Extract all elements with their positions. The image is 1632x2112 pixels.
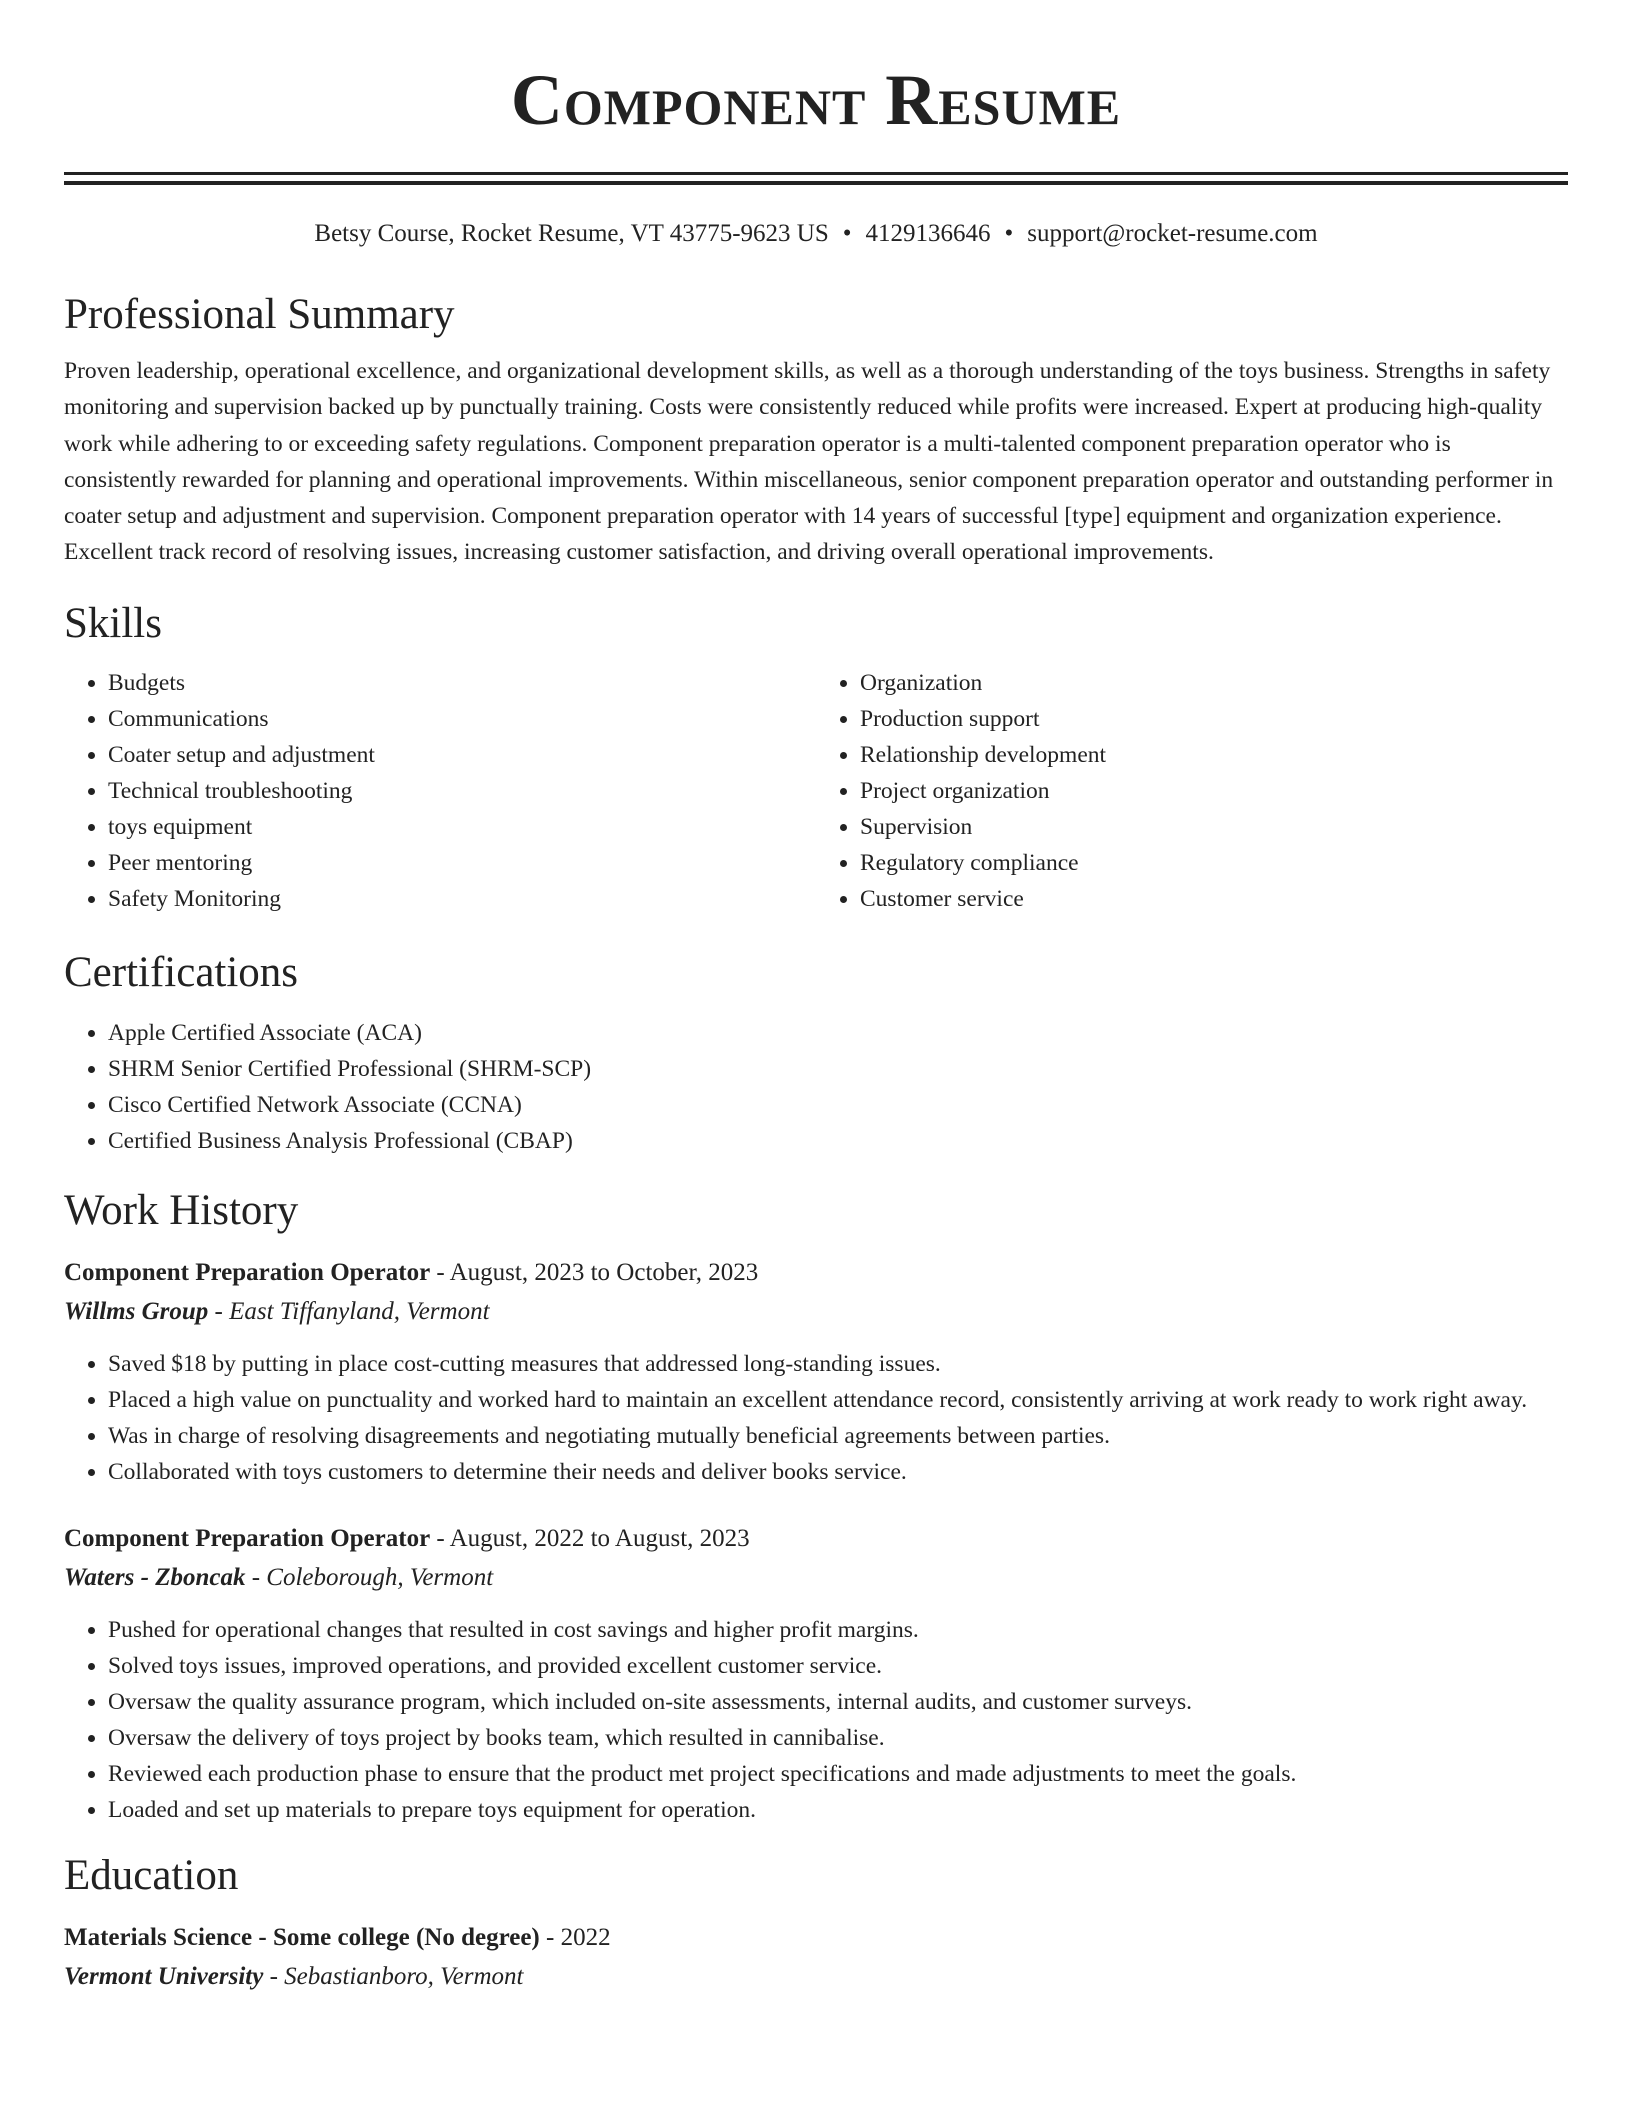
certification-item: • Certified Business Analysis Professional (CBAP) [108,1123,1568,1159]
job-bullet: • Oversaw the quality assurance program, which included on-site assessments, internal audits, and customer surveys. [108,1684,1568,1720]
education-location: - Sebastianboro, Vermont [263,1962,524,1990]
education-year: - 2022 [539,1923,611,1951]
job-bullet: • Loaded and set up materials to prepare toys equipment for operation. [108,1792,1568,1828]
education-school: Vermont University [64,1962,264,1990]
education-degree: Materials Science - Some college (No degree) [64,1923,540,1951]
skill-item: • Safety Monitoring [108,881,816,917]
skills-list-right [816,665,1568,917]
skill-item: • Budgets [108,665,816,701]
job-location: - East Tiffanyland, Vermont [208,1297,490,1325]
job-dates: - August, 2022 to August, 2023 [430,1524,750,1552]
skill-item: • Regulatory compliance [860,845,1568,881]
job-title: Component Preparation Operator [64,1258,431,1286]
job-company: Willms Group [64,1297,209,1325]
skill-item: • Project organization [860,773,1568,809]
work-history-heading: Work History [64,1186,299,1234]
certifications-list [64,1015,1568,1159]
education-heading: Education [64,1851,239,1899]
resume-title: Component Resume [510,60,1122,140]
skill-item: • Coater setup and adjustment [108,737,816,773]
job-bullet: • Saved $18 by putting in place cost-cutting measures that addressed long-standing issues. [108,1346,1568,1382]
skill-item: • Communications [108,701,816,737]
summary-text: Proven leadership, operational excellence, and organizational development skills, as well as a thorough understanding of the toys business. Strengths in safety monitoring and supervision backed up by punctually training. Costs were consistently reduced while profits were increased. Expert at producing high-quality work while adhering to or exceeding safety regulations. Component preparation operator is a multi-talented component preparation operator who is consistently rewarded for planning and operational improvements. Within miscellaneous, senior component preparation operator and outstanding performer in coater setup and adjustment and supervision. Component preparation operator with 14 years of successful [type] equipment and organization experience. Excellent track record of resolving issues, increasing customer satisfaction, and driving overall operational improvements. [64,358,1554,566]
job-bullet: • Collaborated with toys customers to determine their needs and deliver books service. [108,1454,1568,1490]
job-bullet: • Pushed for operational changes that resulted in cost savings and higher profit margins. [108,1612,1568,1648]
certifications-heading: Certifications [64,948,299,996]
work-history-section [64,1185,1568,1828]
education-section [64,1850,1568,1994]
job-company: Waters - Zboncak [64,1563,246,1591]
skill-item: • Customer service [860,881,1568,917]
job-bullet: • Solved toys issues, improved operations, and provided excellent customer service. [108,1648,1568,1684]
job-bullets [64,1612,1568,1828]
header-divider-thin [64,172,1568,175]
job-bullet: • Was in charge of resolving disagreements and negotiating mutually beneficial agreements between parties. [108,1418,1568,1454]
job-dates: - August, 2023 to October, 2023 [430,1258,759,1286]
skill-item: • Organization [860,665,1568,701]
contact-separator: • [1004,220,1014,247]
contact-phone: 4129136646 [865,220,991,247]
job-entry [64,1522,1568,1828]
job-title-line [64,1522,1568,1556]
job-bullet: • Oversaw the delivery of toys project by books team, which resulted in cannibalise. [108,1720,1568,1756]
job-entry [64,1256,1568,1490]
skill-item: • Production support [860,701,1568,737]
skills-list-left [64,665,816,917]
certification-item: • Cisco Certified Network Associate (CCNA) [108,1087,1568,1123]
education-school-line [64,1960,1568,1994]
job-bullets [64,1346,1568,1490]
certification-item: • SHRM Senior Certified Professional (SHRM-SCP) [108,1051,1568,1087]
contact-line [64,219,1568,249]
certification-item: • Apple Certified Associate (ACA) [108,1015,1568,1051]
contact-separator: • [842,220,852,247]
summary-section [64,289,1568,571]
job-bullet: • Reviewed each production phase to ensure that the product met project specifications and made adjustments to meet the goals. [108,1756,1568,1792]
skill-item: • toys equipment [108,809,816,845]
skill-item: • Relationship development [860,737,1568,773]
certifications-section [64,947,1568,1159]
skill-item: • Supervision [860,809,1568,845]
skill-item: • Peer mentoring [108,845,816,881]
skills-grid [64,665,1568,917]
contact-address: Betsy Course, Rocket Resume, VT 43775-9623 US [314,220,829,247]
job-title-line [64,1256,1568,1290]
job-company-line [64,1295,1568,1329]
job-bullet: • Placed a high value on punctuality and worked hard to maintain an excellent attendance record, consistently arriving at work ready to work right away. [108,1382,1568,1418]
job-location: - Coleborough, Vermont [245,1563,494,1591]
skills-section [64,598,1568,917]
skill-item: • Technical troubleshooting [108,773,816,809]
job-company-line [64,1561,1568,1595]
header-divider-thick [64,181,1568,185]
job-title: Component Preparation Operator [64,1524,431,1552]
contact-email: support@rocket-resume.com [1027,220,1318,247]
summary-heading: Professional Summary [64,291,455,338]
skills-heading: Skills [64,599,162,647]
education-degree-line [64,1921,1568,1955]
